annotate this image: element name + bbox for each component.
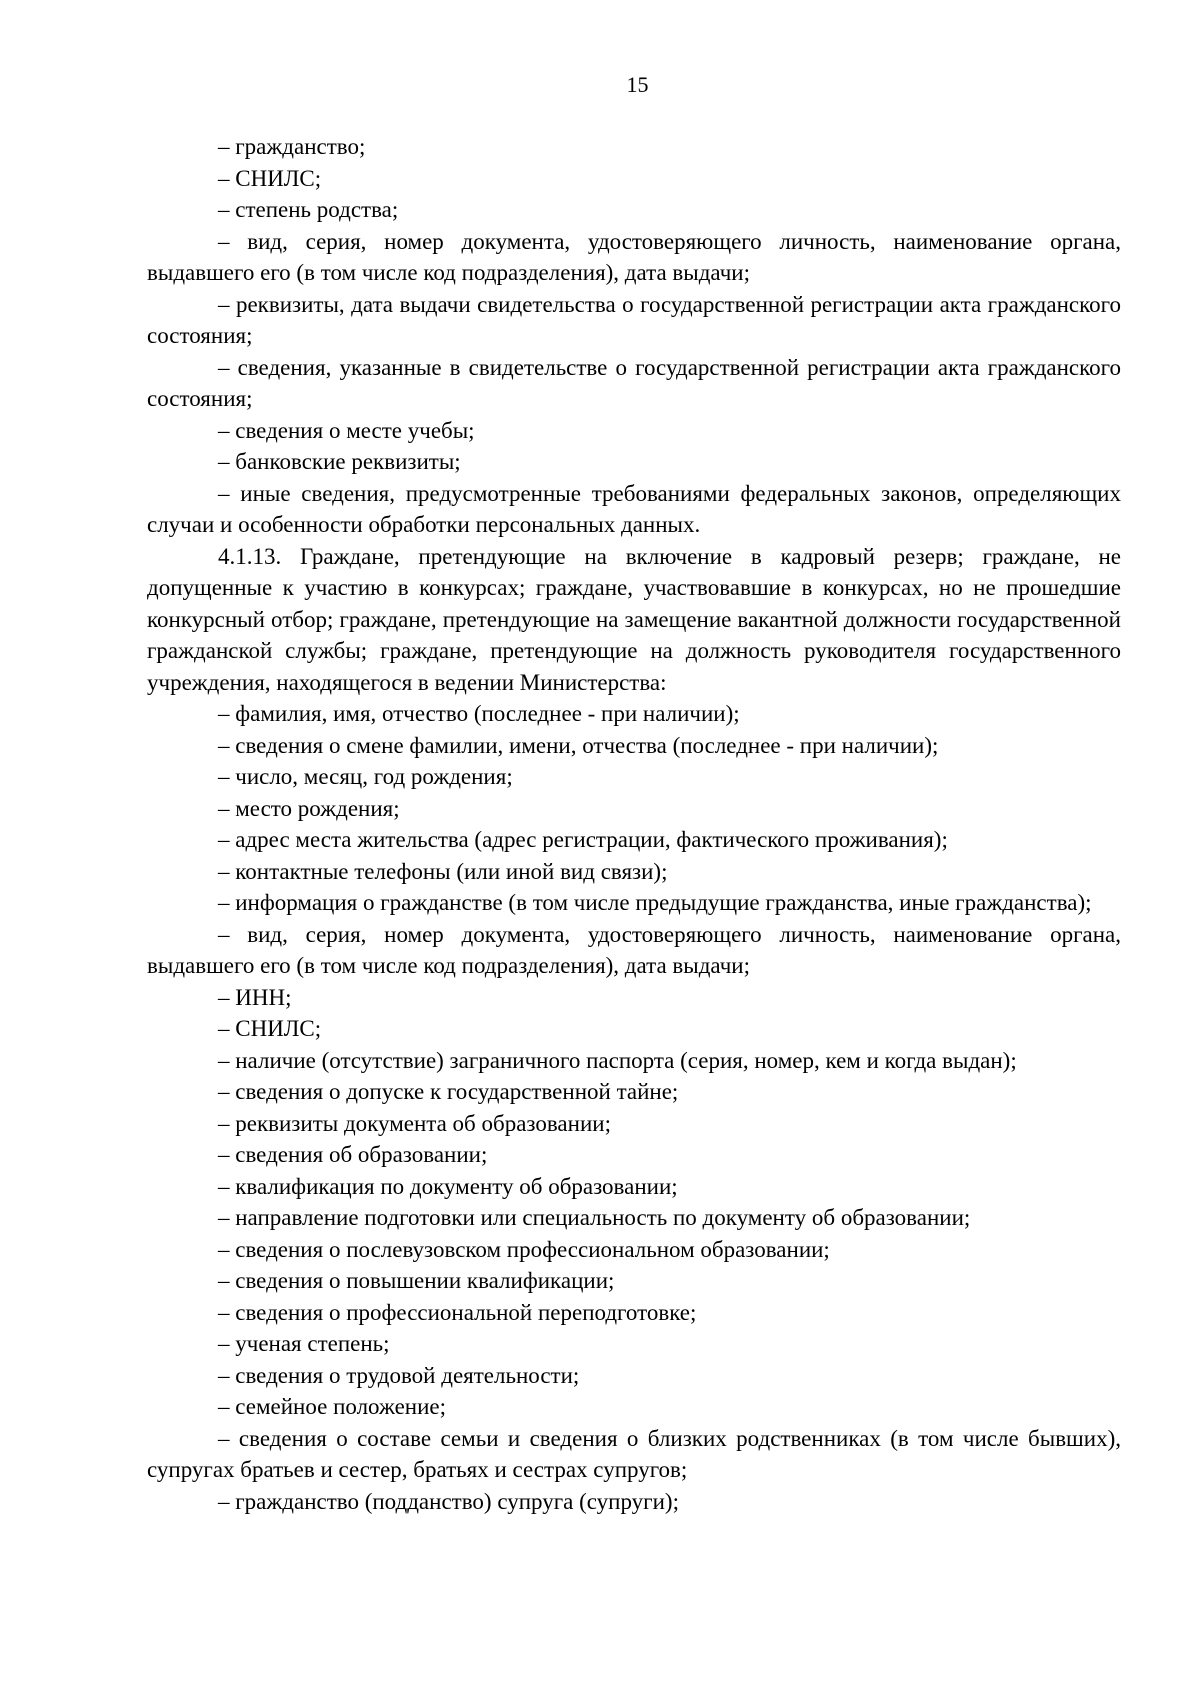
list-item: – степень родства; [218, 197, 399, 222]
list-item: – сведения о трудовой деятельности; [218, 1362, 580, 1388]
list-item: – наличие (отсутствие) заграничного паспорта (серия, номер, кем и когда выдан); [218, 1047, 1017, 1073]
list-item: – информация о гражданстве (в том числе предыдущие гражданства, иные гражданства); [218, 890, 1092, 915]
list-item: – сведения о допуске к государственной тайне; [218, 1079, 679, 1104]
document-body [147, 131, 1121, 1517]
list-item: – вид, серия, номер документа, удостоверяющего личность, наименование органа, выдавшего его (в том числе код подразделения), дата выдачи; [147, 921, 1121, 978]
list-item: – реквизиты документа об образовании; [218, 1110, 611, 1136]
list-item: – ИНН; [218, 984, 292, 1010]
list-item: – сведения о составе семьи и сведения о близких родственниках (в том числе бывших), супругах братьев и сестер, братьях и сестрах супругов; [147, 1425, 1121, 1482]
list-item: – семейное положение; [218, 1394, 446, 1419]
list-item: – гражданство; [218, 134, 366, 159]
list-item: – квалификация по документу об образовании; [218, 1173, 678, 1199]
section-paragraph: 4.1.13. Граждане, претендующие на включение в кадровый резерв; граждане, не допущенные к участию в конкурсах; граждане, участвовавшие в конкурсах, но не прошедшие конкурсный отбор; граждане, претендующие на замещение вакантной должности государственной гражданской службы; граждане, претендующие на должность руководителя государственного учреждения, находящегося в ведении Министерства: [147, 543, 1121, 695]
list-item: – сведения о профессиональной переподготовке; [218, 1299, 697, 1325]
page-number: 15 [626, 72, 649, 97]
list-item: – сведения о месте учебы; [218, 417, 475, 443]
list-item: – сведения об образовании; [218, 1142, 488, 1167]
list-item: – сведения о послевузовском профессиональном образовании; [218, 1236, 830, 1262]
list-item: – банковские реквизиты; [218, 449, 461, 474]
list-item: – иные сведения, предусмотренные требованиями федеральных законов, определяющих случаи и особенности обработки персональных данных. [147, 480, 1121, 537]
list-item: – число, месяц, год рождения; [218, 764, 513, 789]
list-item: – реквизиты, дата выдачи свидетельства о государственной регистрации акта гражданского состояния; [147, 291, 1121, 348]
list-item: – сведения о смене фамилии, имени, отчества (последнее - при наличии); [218, 732, 939, 758]
list-item: – фамилия, имя, отчество (последнее - при наличии); [218, 701, 740, 726]
list-item: – место рождения; [218, 795, 400, 821]
list-item: – сведения, указанные в свидетельстве о государственной регистрации акта гражданского состояния; [147, 354, 1121, 411]
list-item: – ученая степень; [218, 1331, 390, 1356]
list-item: – направление подготовки или специальность по документу об образовании; [218, 1205, 971, 1230]
list-item: – вид, серия, номер документа, удостоверяющего личность, наименование органа, выдавшего его (в том числе код подразделения), дата выдачи; [147, 228, 1121, 285]
list-item: – СНИЛС; [218, 165, 322, 191]
list-item: – СНИЛС; [218, 1016, 322, 1041]
list-item: – сведения о повышении квалификации; [218, 1268, 615, 1293]
list-item: – контактные телефоны (или иной вид связи); [218, 858, 668, 884]
list-item: – адрес места жительства (адрес регистрации, фактического проживания); [218, 827, 948, 852]
list-item: – гражданство (подданство) супруга (супруги); [218, 1488, 679, 1514]
